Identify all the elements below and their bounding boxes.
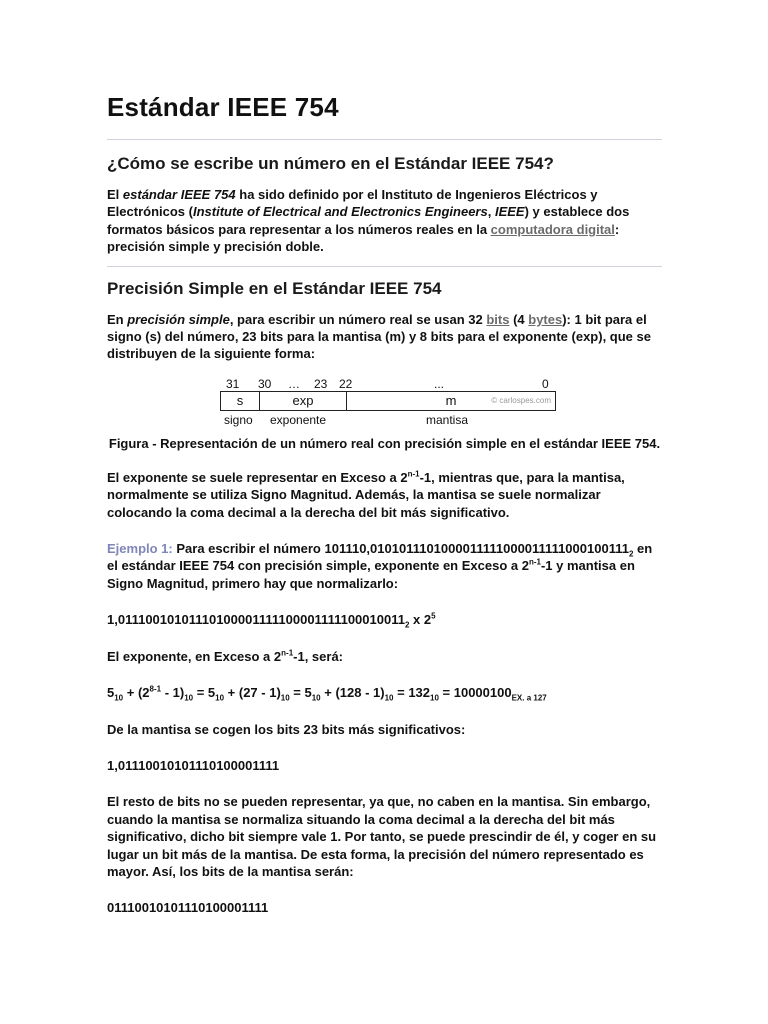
subscript: 10	[215, 693, 225, 703]
field-label: signo	[224, 412, 253, 427]
mantissa-label: m	[445, 392, 457, 408]
subscript: 2	[628, 549, 634, 559]
text: ,	[487, 204, 495, 220]
bit-index-row	[220, 377, 556, 391]
field-labels-row	[220, 413, 556, 429]
bit-index: 30	[258, 376, 272, 391]
mantissa-line: De la mantisa se cogen los bits 23 bits más significativos:	[107, 721, 466, 737]
text: - 1)	[161, 685, 185, 701]
text: -1, mientras que, para la mantisa, normalmente se utiliza Signo Magnitud. Además, la mantisa se suele normalizar colocando la coma decimal a la derecha del bit más significativo.	[107, 469, 625, 520]
exponent-line	[107, 648, 662, 665]
text: + (27 - 1)	[224, 685, 281, 701]
final-mantissa-bits: 01110010101110100001111	[107, 900, 269, 916]
text: El exponente se suele representar en Exceso a 2	[107, 469, 408, 485]
subscript: 10	[430, 693, 439, 703]
mantissa-bits: 1,01110010101110100001111	[107, 757, 280, 773]
bit-index: 0	[542, 376, 549, 391]
field-label: mantisa	[426, 412, 469, 427]
subscript: 10	[184, 693, 194, 703]
text: x 2	[409, 612, 432, 628]
text: Para escribir el número 101110,0101011101000011111000011111000100111	[172, 541, 629, 557]
section1-heading: ¿Cómo se escribe un número en el Estándar IEEE 754?	[107, 154, 554, 173]
section1-paragraph	[107, 186, 662, 256]
text: (4	[509, 311, 529, 327]
superscript: n-1	[528, 558, 541, 568]
page-title: Estándar IEEE 754	[107, 92, 339, 122]
exponent-equation	[107, 684, 662, 701]
rest-paragraph: El resto de bits no se pueden representar, ya que, no caben en la mantisa. Sin embargo, cuando la mantisa se normaliza situando la coma decimal a la derecha del bit más significativo, dicho bit siempre vale 1. Por tanto, se puede prescindir de él, y coger en su lugar un bit más de la mantisa. De esta forma, la precisión del número representado es mayor. Así, los bits de la mantisa serán:	[107, 794, 657, 879]
exponent-field: exp	[260, 392, 347, 410]
bit-layout-table	[220, 377, 556, 429]
divider	[107, 139, 662, 140]
bit-index: 23	[314, 376, 328, 391]
text: = 132	[393, 685, 431, 701]
bit-index: ...	[434, 376, 445, 391]
normalized-number	[107, 611, 662, 628]
text: + (128 - 1)	[320, 685, 385, 701]
emphasis: Institute of Electrical and Electronics Engineers	[192, 204, 488, 220]
text: ) y establece dos formatos básicos para representar a los números reales en la	[107, 204, 630, 237]
text: 1,01110010101110100001111100001111100010011	[107, 612, 405, 628]
emphasis: precisión simple	[127, 311, 230, 327]
superscript: 8-1	[149, 684, 162, 694]
bytes-link[interactable]: bytes	[528, 311, 563, 327]
subscript: 10	[280, 693, 290, 703]
bit-index: 31	[226, 376, 240, 391]
text: ): 1 bit para el signo (s) del número, 23 bits para la mantisa (m) y 8 bits para el exponente (exp), que se distribuyen de la siguiente forma:	[107, 311, 651, 362]
subscript: EX. a 127	[511, 693, 547, 703]
mantissa-field	[347, 392, 555, 410]
text: : precisión simple y precisión doble.	[107, 221, 620, 255]
bit-fields-row	[220, 391, 556, 411]
divider	[107, 266, 662, 267]
emphasis: estándar IEEE 754	[122, 187, 236, 202]
sign-field: s	[221, 392, 260, 410]
superscript: n-1	[407, 469, 420, 479]
example-label: Ejemplo 1:	[107, 541, 173, 557]
text: ha sido definido por el Instituto de Ingenieros Eléctricos y Electrónicos (	[107, 187, 598, 220]
subscript: 10	[311, 693, 321, 703]
text: , para escribir un número real se usan 32	[229, 311, 487, 327]
section2-heading: Precisión Simple en el Estándar IEEE 754	[107, 278, 442, 298]
text: El exponente, en Exceso a 2	[107, 648, 282, 664]
bits-link[interactable]: bits	[486, 311, 510, 327]
text: En	[107, 311, 128, 327]
example-paragraph	[107, 540, 662, 592]
subscript: 2	[404, 620, 410, 630]
field-label: exponente	[270, 412, 327, 427]
computadora-digital-link[interactable]: computadora digital	[490, 221, 615, 237]
text: 5	[107, 685, 115, 701]
text: El	[107, 187, 123, 202]
superscript: 5	[431, 611, 436, 621]
section2-intro	[107, 311, 662, 363]
subscript: 10	[384, 693, 394, 703]
subscript: 10	[114, 693, 124, 703]
text: + (2	[123, 685, 150, 701]
figure-caption: Figura - Representación de un número real con precisión simple en el estándar IEEE 754.	[108, 435, 661, 451]
ieee754-figure	[107, 377, 662, 452]
text: = 5	[289, 685, 312, 701]
emphasis: IEEE	[494, 204, 525, 220]
exponent-paragraph	[107, 469, 662, 521]
bit-index: …	[288, 376, 300, 391]
text: -1, será:	[293, 648, 344, 664]
text: = 5	[193, 685, 216, 701]
article	[107, 92, 662, 917]
copyright-mark: © carlospes.com	[491, 395, 551, 405]
text: -1 y mantisa en Signo Magnitud, primero hay que normalizarlo:	[107, 558, 635, 591]
text: = 10000100	[438, 685, 512, 701]
bit-index: 22	[339, 376, 353, 391]
superscript: n-1	[281, 648, 294, 658]
text: en el estándar IEEE 754 con precisión simple, exponente en Exceso a 2	[107, 541, 653, 574]
